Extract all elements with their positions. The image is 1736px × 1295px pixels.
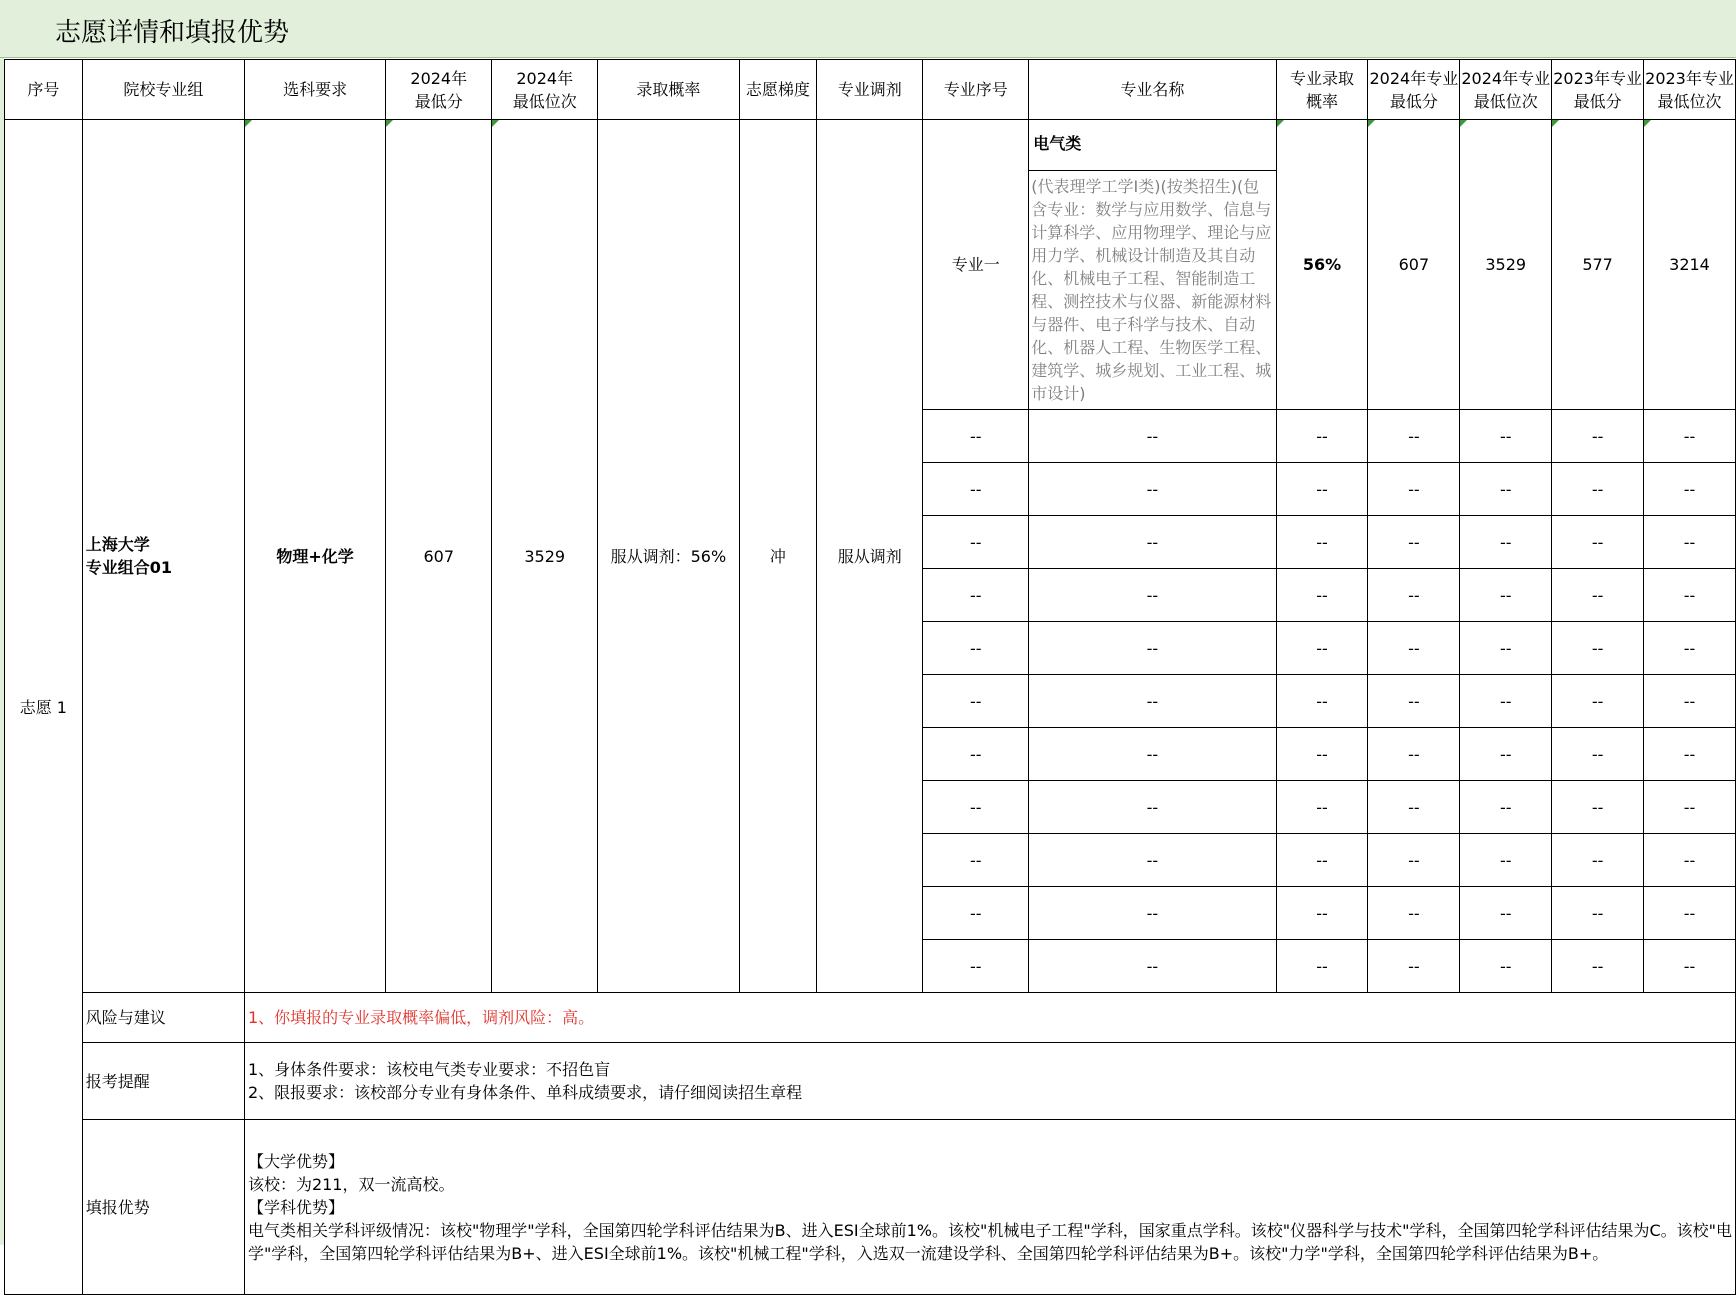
empty-cell[interactable]: -- (1368, 834, 1460, 887)
empty-cell[interactable]: -- (1552, 569, 1644, 622)
empty-cell[interactable]: -- (1276, 834, 1368, 887)
min-score-cell[interactable]: 607 (386, 120, 492, 993)
empty-cell[interactable]: -- (1368, 463, 1460, 516)
empty-cell[interactable]: -- (1276, 622, 1368, 675)
empty-cell[interactable]: -- (923, 940, 1029, 993)
header-cell[interactable]: 选科要求 (244, 60, 385, 120)
empty-cell[interactable]: -- (1460, 940, 1552, 993)
admit-prob-cell[interactable]: 服从调剂：56% (598, 120, 739, 993)
empty-cell[interactable]: -- (1029, 622, 1276, 675)
sheet-title: 志愿详情和填报优势 (55, 18, 290, 48)
empty-cell[interactable]: -- (923, 675, 1029, 728)
subject-req-cell[interactable]: 物理+化学 (244, 120, 385, 993)
empty-cell[interactable]: -- (1368, 569, 1460, 622)
empty-cell[interactable]: -- (1276, 569, 1368, 622)
empty-cell[interactable]: -- (1552, 410, 1644, 463)
empty-cell[interactable]: -- (923, 728, 1029, 781)
empty-cell[interactable]: -- (1552, 675, 1644, 728)
empty-cell[interactable]: -- (923, 463, 1029, 516)
empty-cell[interactable]: -- (1276, 940, 1368, 993)
header-cell[interactable]: 2023年专业 最低分 (1552, 60, 1644, 120)
empty-cell[interactable]: -- (1029, 463, 1276, 516)
empty-cell[interactable]: -- (1029, 834, 1276, 887)
empty-cell[interactable]: -- (1029, 569, 1276, 622)
empty-cell[interactable]: -- (1276, 463, 1368, 516)
empty-cell[interactable]: -- (1029, 887, 1276, 940)
header-cell[interactable]: 2024年 最低分 (386, 60, 492, 120)
major-rank-2024-cell[interactable]: 3529 (1460, 120, 1552, 410)
empty-cell[interactable]: -- (1644, 834, 1736, 887)
empty-cell[interactable]: -- (1460, 463, 1552, 516)
header-row (5, 60, 1736, 120)
empty-cell[interactable]: -- (1552, 728, 1644, 781)
empty-cell[interactable]: -- (1029, 781, 1276, 834)
seq-cell[interactable]: 志愿 1 (5, 120, 83, 1295)
risk-row (5, 993, 1736, 1043)
header-cell[interactable]: 院校专业组 (82, 60, 244, 120)
empty-cell[interactable]: -- (1276, 410, 1368, 463)
empty-cell[interactable]: -- (1552, 622, 1644, 675)
empty-cell[interactable]: -- (1552, 516, 1644, 569)
major-rank-2023-cell[interactable]: 3214 (1644, 120, 1736, 410)
empty-cell[interactable]: -- (1029, 516, 1276, 569)
advantage-row (5, 1120, 1736, 1295)
empty-cell[interactable]: -- (1368, 675, 1460, 728)
empty-cell[interactable]: -- (1644, 940, 1736, 993)
empty-cell[interactable]: -- (1368, 887, 1460, 940)
major-name: 电气类 (1029, 120, 1275, 171)
risk-text-cell[interactable]: 1、你填报的专业录取概率偏低，调剂风险：高。 (244, 993, 1735, 1043)
major-row-1 (5, 120, 1736, 410)
header-cell[interactable]: 专业录取 概率 (1276, 60, 1368, 120)
empty-cell[interactable]: -- (1552, 940, 1644, 993)
empty-cell[interactable]: -- (1460, 728, 1552, 781)
reminder-label-cell[interactable]: 报考提醒 (82, 1043, 244, 1120)
header-cell[interactable]: 2024年专业 最低位次 (1460, 60, 1552, 120)
empty-cell[interactable]: -- (1276, 887, 1368, 940)
empty-cell[interactable]: -- (1644, 410, 1736, 463)
header-cell[interactable]: 录取概率 (598, 60, 739, 120)
detail-table (4, 59, 1736, 1295)
reminder-text-cell[interactable]: 1、身体条件要求：该校电气类专业要求：不招色盲 2、限报要求：该校部分专业有身体条件、单科成绩要求，请仔细阅读招生章程 (244, 1043, 1735, 1120)
adjust-cell[interactable]: 服从调剂 (817, 120, 923, 993)
header-cell[interactable]: 2023年专业 最低位次 (1644, 60, 1736, 120)
empty-cell[interactable]: -- (1644, 781, 1736, 834)
empty-cell[interactable]: -- (1460, 887, 1552, 940)
reminder-row (5, 1043, 1736, 1120)
empty-cell[interactable]: -- (1368, 516, 1460, 569)
empty-cell[interactable]: -- (923, 887, 1029, 940)
empty-cell[interactable]: -- (1460, 781, 1552, 834)
major-prob-cell[interactable]: 56% (1276, 120, 1368, 410)
empty-cell[interactable]: -- (1276, 781, 1368, 834)
empty-cell[interactable]: -- (923, 516, 1029, 569)
major-score-2023-cell[interactable]: 577 (1552, 120, 1644, 410)
empty-cell[interactable]: -- (923, 410, 1029, 463)
empty-cell[interactable]: -- (1368, 940, 1460, 993)
empty-cell[interactable]: -- (1368, 728, 1460, 781)
empty-cell[interactable]: -- (1029, 675, 1276, 728)
empty-cell[interactable]: -- (1552, 834, 1644, 887)
empty-cell[interactable]: -- (1276, 675, 1368, 728)
empty-cell[interactable]: -- (1460, 569, 1552, 622)
sheet-title-bar (0, 0, 1736, 58)
empty-cell[interactable]: -- (1644, 728, 1736, 781)
header-cell[interactable]: 2024年 最低位次 (492, 60, 598, 120)
major-desc: (代表理学工学I类)(按类招生)(包含专业：数学与应用数学、信息与计算科学、应用物理学、理论与应用力学、机械设计制造及其自动化、机械电子工程、智能制造工程、测控技术与仪器、新能源材料与器件、电子科学与技术、自动化、机器人工程、生物医学工程、建筑学、城乡规划、工业工程、城市设计) (1031, 177, 1272, 403)
advantage-text-cell[interactable]: 【大学优势】 该校：为211，双一流高校。 【学科优势】 电气类相关学科评级情况：该校"物理学"学科，全国第四轮学科评估结果为B、进入ESI全球前1%。该校"机械电子工程"学科，国家重点学科。该校"仪器科学与技术"学科，全国第四轮学科评估结果为C。该校"电 学"学科，全国第四轮学科评估结果为B+、进入ESI全球前1%。该校"机械工程"学科，入选双一流建设学科、全国第四轮学科评估结果为B+。该校"力学"学科，全国第四轮学科评估结果为B+。 (244, 1120, 1735, 1295)
empty-cell[interactable]: -- (923, 781, 1029, 834)
empty-cell[interactable]: -- (1552, 781, 1644, 834)
empty-cell[interactable]: -- (1552, 887, 1644, 940)
empty-cell[interactable]: -- (1644, 675, 1736, 728)
empty-cell[interactable]: -- (1029, 728, 1276, 781)
empty-cell[interactable]: -- (1460, 675, 1552, 728)
empty-cell[interactable]: -- (1460, 410, 1552, 463)
empty-cell[interactable]: -- (1368, 781, 1460, 834)
empty-cell[interactable]: -- (1644, 516, 1736, 569)
major-index-cell[interactable]: 专业一 (923, 120, 1029, 410)
advantage-label-cell[interactable]: 填报优势 (82, 1120, 244, 1295)
header-cell[interactable]: 2024年专业 最低分 (1368, 60, 1460, 120)
risk-label-cell[interactable]: 风险与建议 (82, 993, 244, 1043)
empty-cell[interactable]: -- (1460, 622, 1552, 675)
gradient-cell[interactable]: 冲 (739, 120, 817, 993)
empty-cell[interactable]: -- (1644, 887, 1736, 940)
header-cell[interactable]: 专业名称 (1029, 60, 1276, 120)
empty-cell[interactable]: -- (1029, 940, 1276, 993)
school-group-cell[interactable]: 上海大学 专业组合01 (82, 120, 244, 993)
empty-cell[interactable]: -- (1644, 463, 1736, 516)
empty-cell[interactable]: -- (1644, 569, 1736, 622)
header-cell[interactable]: 专业序号 (923, 60, 1029, 120)
empty-cell[interactable]: -- (1644, 622, 1736, 675)
header-cell[interactable]: 专业调剂 (817, 60, 923, 120)
empty-cell[interactable]: -- (1552, 463, 1644, 516)
empty-cell[interactable]: -- (923, 622, 1029, 675)
empty-cell[interactable]: -- (923, 834, 1029, 887)
min-rank-cell[interactable]: 3529 (492, 120, 598, 993)
empty-cell[interactable]: -- (923, 569, 1029, 622)
empty-cell[interactable]: -- (1460, 834, 1552, 887)
empty-cell[interactable]: -- (1276, 728, 1368, 781)
empty-cell[interactable]: -- (1276, 516, 1368, 569)
header-cell[interactable]: 志愿梯度 (739, 60, 817, 120)
empty-cell[interactable]: -- (1368, 410, 1460, 463)
major-name-cell[interactable] (1029, 120, 1276, 410)
header-cell[interactable]: 序号 (5, 60, 83, 120)
major-score-2024-cell[interactable]: 607 (1368, 120, 1460, 410)
empty-cell[interactable]: -- (1029, 410, 1276, 463)
empty-cell[interactable]: -- (1368, 622, 1460, 675)
empty-cell[interactable]: -- (1460, 516, 1552, 569)
